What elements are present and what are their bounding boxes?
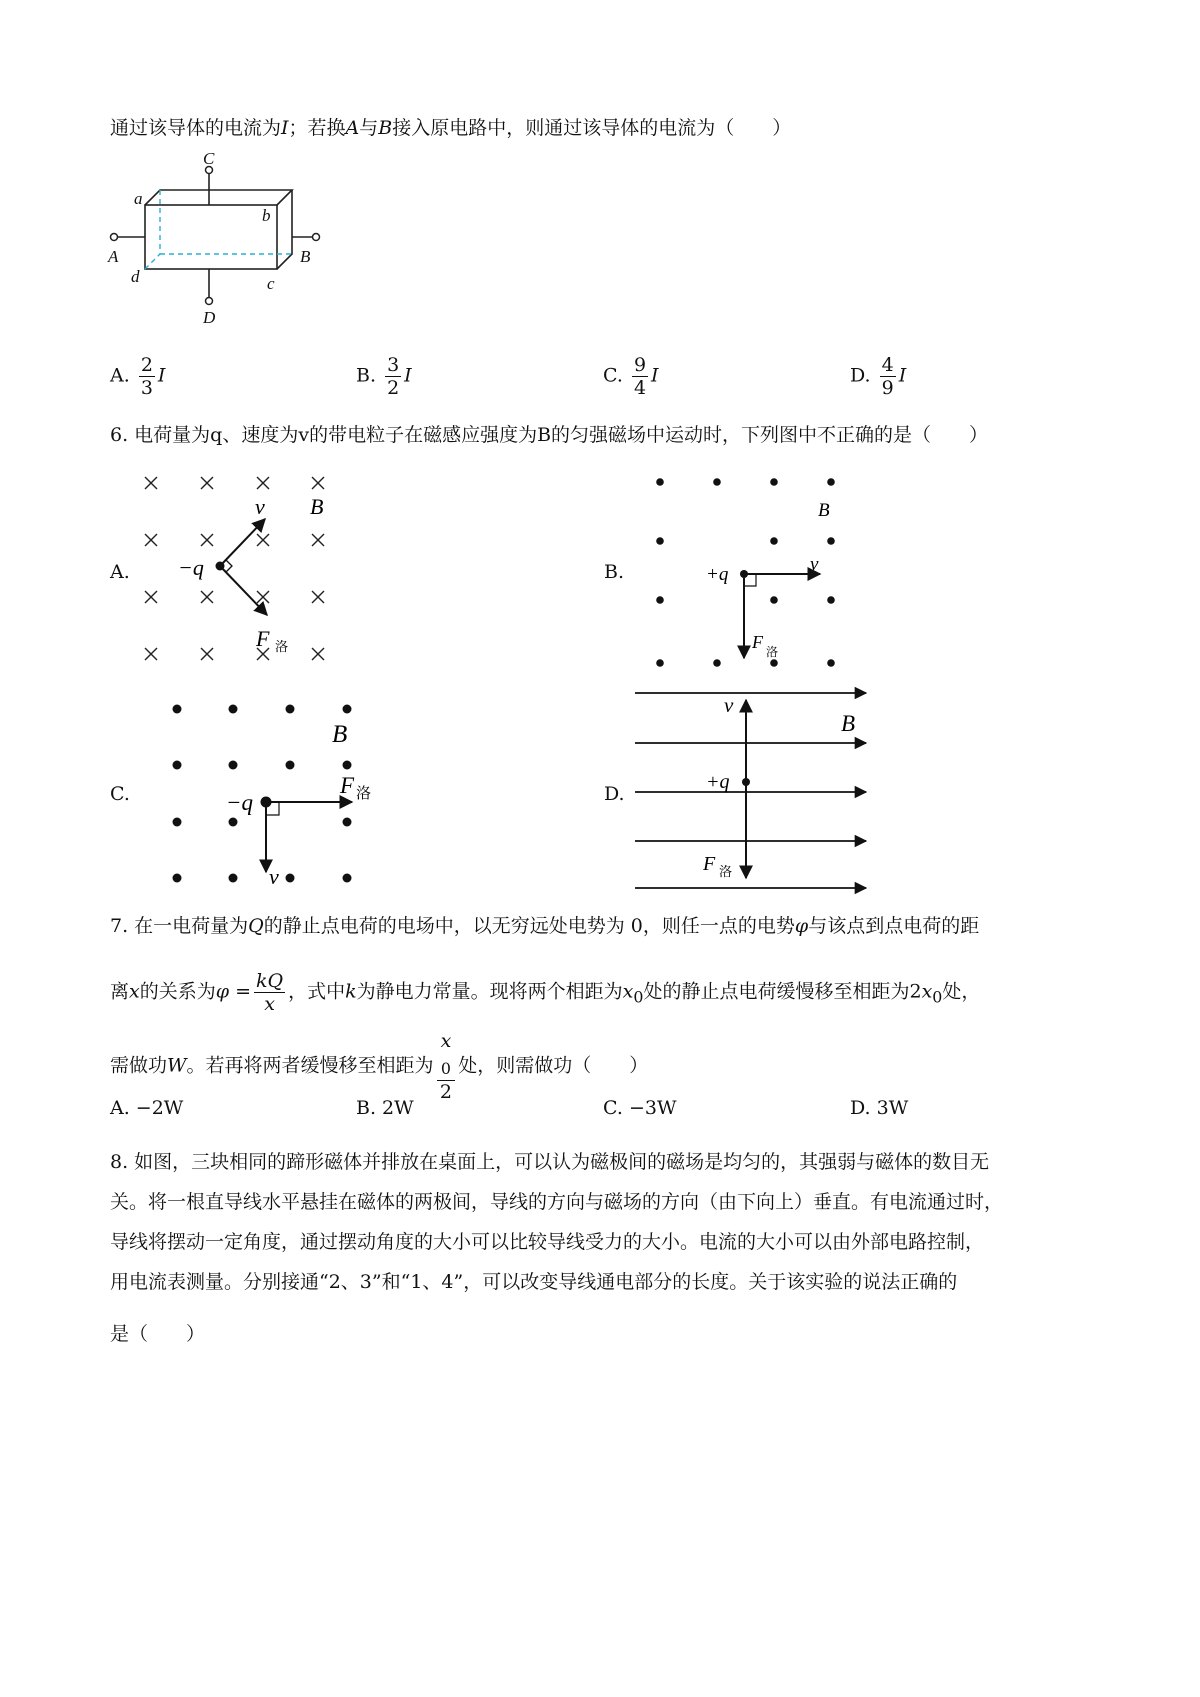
field-dot [173, 818, 182, 827]
q6-option-c-label[interactable]: C. [110, 783, 130, 805]
label-F-sub: 洛 [719, 864, 733, 879]
field-dot [827, 659, 835, 667]
q7-text: ，式中 [288, 980, 346, 1003]
field-dot [713, 478, 721, 486]
label-v: v [724, 693, 734, 717]
q7-option-d[interactable]: D. 3W [850, 1097, 909, 1119]
q5-text: ；若换 [288, 117, 346, 139]
coefficient-2: 2 [909, 980, 922, 1003]
q8-line-5: 是（ ） [110, 1323, 206, 1345]
label-F-sub: 洛 [766, 645, 779, 659]
fraction-num: 4 [881, 354, 894, 376]
q6-option-b-label[interactable]: B. [604, 561, 625, 583]
label-charge: −q [178, 555, 204, 580]
q7-text: 为静电力常量。现将两个相距为 [356, 980, 623, 1003]
field-dot [656, 537, 664, 545]
label-B: B [310, 494, 324, 519]
var-I: I [281, 117, 289, 139]
var-x0: x [921, 980, 933, 1003]
figure-a [145, 477, 324, 660]
option-letter: D. [850, 364, 871, 387]
option-letter: B. [356, 364, 377, 387]
var-x0: x [622, 980, 634, 1003]
q5-text: 通过该导体的电流为 [110, 117, 282, 139]
fraction-den: 3 [140, 377, 153, 399]
fraction-num [437, 1030, 456, 1081]
var-x: x [129, 980, 140, 1003]
var-W: W [167, 1054, 187, 1077]
q6-option-d-label[interactable]: D. [604, 783, 625, 805]
field-dot [656, 596, 664, 604]
var-I: I [651, 364, 659, 387]
fraction-den: x [264, 993, 275, 1015]
force-arrow [220, 566, 267, 615]
q7-option-b[interactable]: B. 2W [356, 1097, 414, 1119]
q8-line-2: 关。将一根直导线水平悬挂在磁体的两极间，导线的方向与磁场的方向（由下向上）垂直。有电流通过时， [110, 1191, 1004, 1213]
q8-line-4: 用电流表测量。分别接通“2、3”和“1、4”，可以改变导线通电部分的长度。关于该实验的说法正确的 [110, 1271, 958, 1293]
label-F: F [256, 626, 270, 651]
label-charge: −q [226, 790, 254, 815]
label-A: A [108, 247, 119, 266]
q7-line-1 [110, 914, 979, 938]
label-F-sub: 洛 [356, 786, 372, 802]
label-B: B [841, 711, 856, 736]
label-B: B [332, 721, 348, 748]
q7-option-c[interactable]: C. −3W [603, 1097, 677, 1119]
q5-text: 接入原电路中，则通过该导体的电流为（ ） [392, 117, 792, 139]
label-B: B [300, 247, 311, 266]
option-letter: A. [110, 364, 130, 387]
q7-line-3 [110, 1030, 648, 1103]
label-B: B [818, 500, 830, 521]
label-F: F [703, 853, 716, 875]
field-dot [770, 596, 778, 604]
q7-text: 处， [942, 980, 981, 1003]
var-B: B [378, 117, 393, 139]
q8-line-1: 8. 如图，三块相同的蹄形磁体并排放在桌面上，可以认为磁极间的磁场是均匀的，其强弱与磁体的数目无 [110, 1151, 990, 1173]
label-v: v [269, 864, 279, 889]
label-D: D [203, 308, 216, 327]
q7-text: 离 [110, 980, 130, 1003]
right-angle-mark [226, 560, 232, 572]
q7-option-a[interactable]: A. −2W [110, 1097, 184, 1119]
fraction-den: 2 [387, 377, 400, 399]
q7-text: 处的静止点电荷缓慢移至相距为 [643, 980, 910, 1003]
velocity-arrow [220, 519, 265, 566]
subscript-0: 0 [633, 987, 644, 1007]
var-phi: φ [794, 915, 809, 937]
q7-text: 。若再将两者缓慢移至相距为 [186, 1054, 434, 1077]
field-dot [173, 874, 182, 883]
label-C: C [203, 149, 215, 168]
field-dot [770, 537, 778, 545]
label-v: v [810, 554, 819, 575]
field-dot [286, 705, 295, 714]
label-v: v [255, 494, 265, 519]
q6-stem: 6. 电荷量为q、速度为v的带电粒子在磁感应强度为B的匀强磁场中运动时，下列图中不正确的是（ ） [110, 424, 989, 446]
q7-text: 处，则需做功（ ） [458, 1054, 649, 1077]
distance-fraction [437, 1030, 456, 1103]
field-dot [656, 659, 664, 667]
field-dot [343, 761, 352, 770]
q7-text: 与该点到点电荷的距 [808, 915, 980, 937]
option-letter: C. [603, 364, 623, 387]
q6-option-a-label[interactable]: A. [110, 561, 130, 583]
field-dot [229, 818, 238, 827]
fraction-num: 9 [633, 354, 647, 376]
equation-fraction [254, 970, 285, 1015]
q7-text: 7. 在一电荷量为 [110, 915, 249, 937]
field-dot [827, 596, 835, 604]
q5-text: 与 [359, 117, 379, 139]
equation-lhs: φ = [215, 980, 252, 1003]
field-dot [827, 537, 835, 545]
label-F-sub: 洛 [275, 639, 289, 654]
q7-text: 的关系为 [139, 980, 216, 1003]
fraction-num: 3 [387, 354, 400, 376]
var-I: I [898, 364, 907, 387]
field-dot [229, 705, 238, 714]
label-charge: +q [706, 771, 730, 793]
var-k: k [345, 980, 357, 1003]
label-F: F [340, 773, 355, 798]
var-x0: x [440, 1030, 452, 1052]
fraction-den: 2 [439, 1080, 452, 1103]
fraction-num: 2 [140, 354, 153, 376]
field-dot [770, 478, 778, 486]
q7-text: 需做功 [110, 1054, 168, 1077]
field-dot [343, 818, 352, 827]
subscript-0: 0 [440, 1058, 451, 1078]
field-dot [173, 761, 182, 770]
label-b: b [262, 206, 271, 225]
fraction-den: 4 [633, 377, 647, 399]
field-dot [286, 761, 295, 770]
var-Q: Q [248, 915, 264, 937]
label-F: F [752, 632, 763, 652]
label-d: d [131, 267, 140, 286]
label-a: a [134, 189, 143, 208]
field-dot [286, 874, 295, 883]
field-dot [713, 659, 721, 667]
field-dot [343, 874, 352, 883]
var-I: I [157, 364, 166, 387]
field-dot [770, 659, 778, 667]
var-A: A [345, 117, 360, 139]
label-charge: +q [706, 564, 729, 585]
field-dot [229, 761, 238, 770]
fraction-num: kQ [256, 970, 284, 992]
q7-text: 的静止点电荷的电场中，以无穷远处电势为 0，则任一点的电势 [263, 915, 795, 937]
field-dot [827, 478, 835, 486]
var-I: I [404, 364, 412, 387]
figure-c [173, 705, 372, 890]
figure-d [635, 693, 866, 888]
field-dot [656, 478, 664, 486]
field-dot [343, 705, 352, 714]
q7-line-2 [110, 970, 980, 1015]
label-c: c [267, 274, 275, 293]
field-dot [229, 874, 238, 883]
q8-line-3: 导线将摆动一定角度，通过摆动角度的大小可以比较导线受力的大小。电流的大小可以由外部电路控制， [110, 1231, 985, 1253]
field-dot [173, 705, 182, 714]
figure-b [656, 478, 835, 667]
fraction-den: 9 [881, 377, 894, 399]
subscript-0: 0 [932, 987, 943, 1007]
